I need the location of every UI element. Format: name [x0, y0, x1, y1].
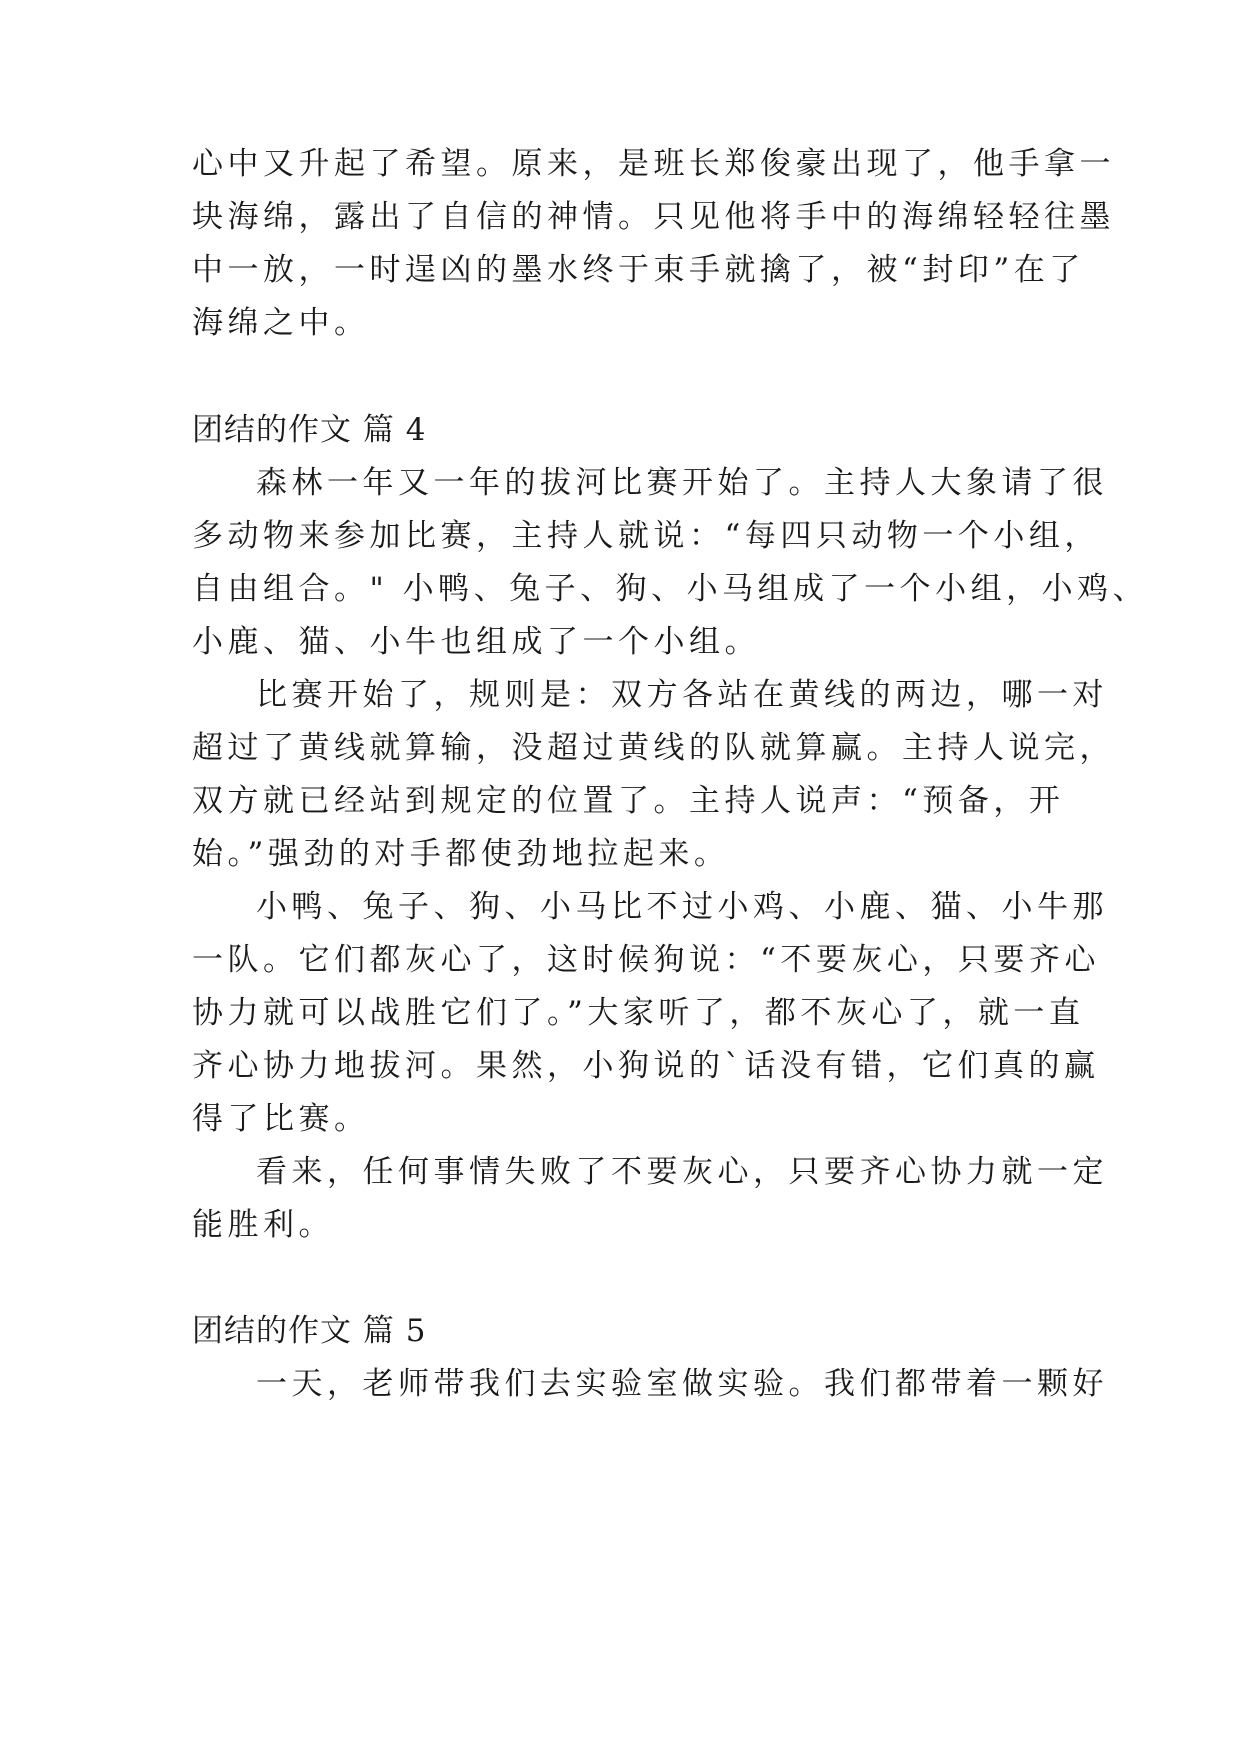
- text-line: 森林一年又一年的拔河比赛开始了。主持人大象请了很: [256, 465, 1108, 501]
- text-line: 得了比赛。: [192, 1101, 370, 1137]
- text-line: 心中又升起了希望。原来，是班长郑俊豪出现了，他手拿一: [192, 146, 1115, 182]
- text-line: 协力就可以战胜它们了。”大家听了，都不灰心了，就一直: [192, 995, 1085, 1031]
- text-line: 海绵之中。: [192, 305, 370, 341]
- text-line: 一天，老师带我们去实验室做实验。我们都带着一颗好: [256, 1366, 1108, 1402]
- text-line: 看来，任何事情失败了不要灰心，只要齐心协力就一定: [256, 1154, 1108, 1190]
- text-line: 双方就已经站到规定的位置了。主持人说声：“预备，开: [192, 783, 1065, 819]
- text-line: 比赛开始了，规则是：双方各站在黄线的两边，哪一对: [256, 677, 1108, 713]
- text-line: 中一放，一时逞凶的墨水终于束手就擒了，被“封印”在了: [192, 252, 1085, 288]
- text-line: 多动物来参加比赛，主持人就说：“每四只动物一个小组，: [192, 518, 1100, 554]
- section-heading: 团结的作文 篇 5: [192, 1313, 427, 1349]
- text-line: 齐心协力地拔河。果然，小狗说的`话没有错，它们真的赢: [192, 1048, 1100, 1084]
- text-line: 始。”强劲的对手都使劲地拉起来。: [192, 836, 730, 872]
- text-line: 小鸭、兔子、狗、小马比不过小鸡、小鹿、猫、小牛那: [256, 889, 1108, 925]
- section-heading: 团结的作文 篇 4: [192, 412, 427, 448]
- text-line: 块海绵，露出了自信的神情。只见他将手中的海绵轻轻往墨: [192, 199, 1115, 235]
- text-line: 能胜利。: [192, 1207, 334, 1243]
- text-line: 自由组合。" 小鸭、兔子、狗、小马组成了一个小组，小鸡、: [192, 571, 1149, 607]
- text-line: 超过了黄线就算输，没超过黄线的队就算赢。主持人说完，: [192, 730, 1115, 766]
- text-line: 一队。它们都灰心了，这时候狗说：“不要灰心，只要齐心: [192, 942, 1100, 978]
- text-line: 小鹿、猫、小牛也组成了一个小组。: [192, 624, 760, 660]
